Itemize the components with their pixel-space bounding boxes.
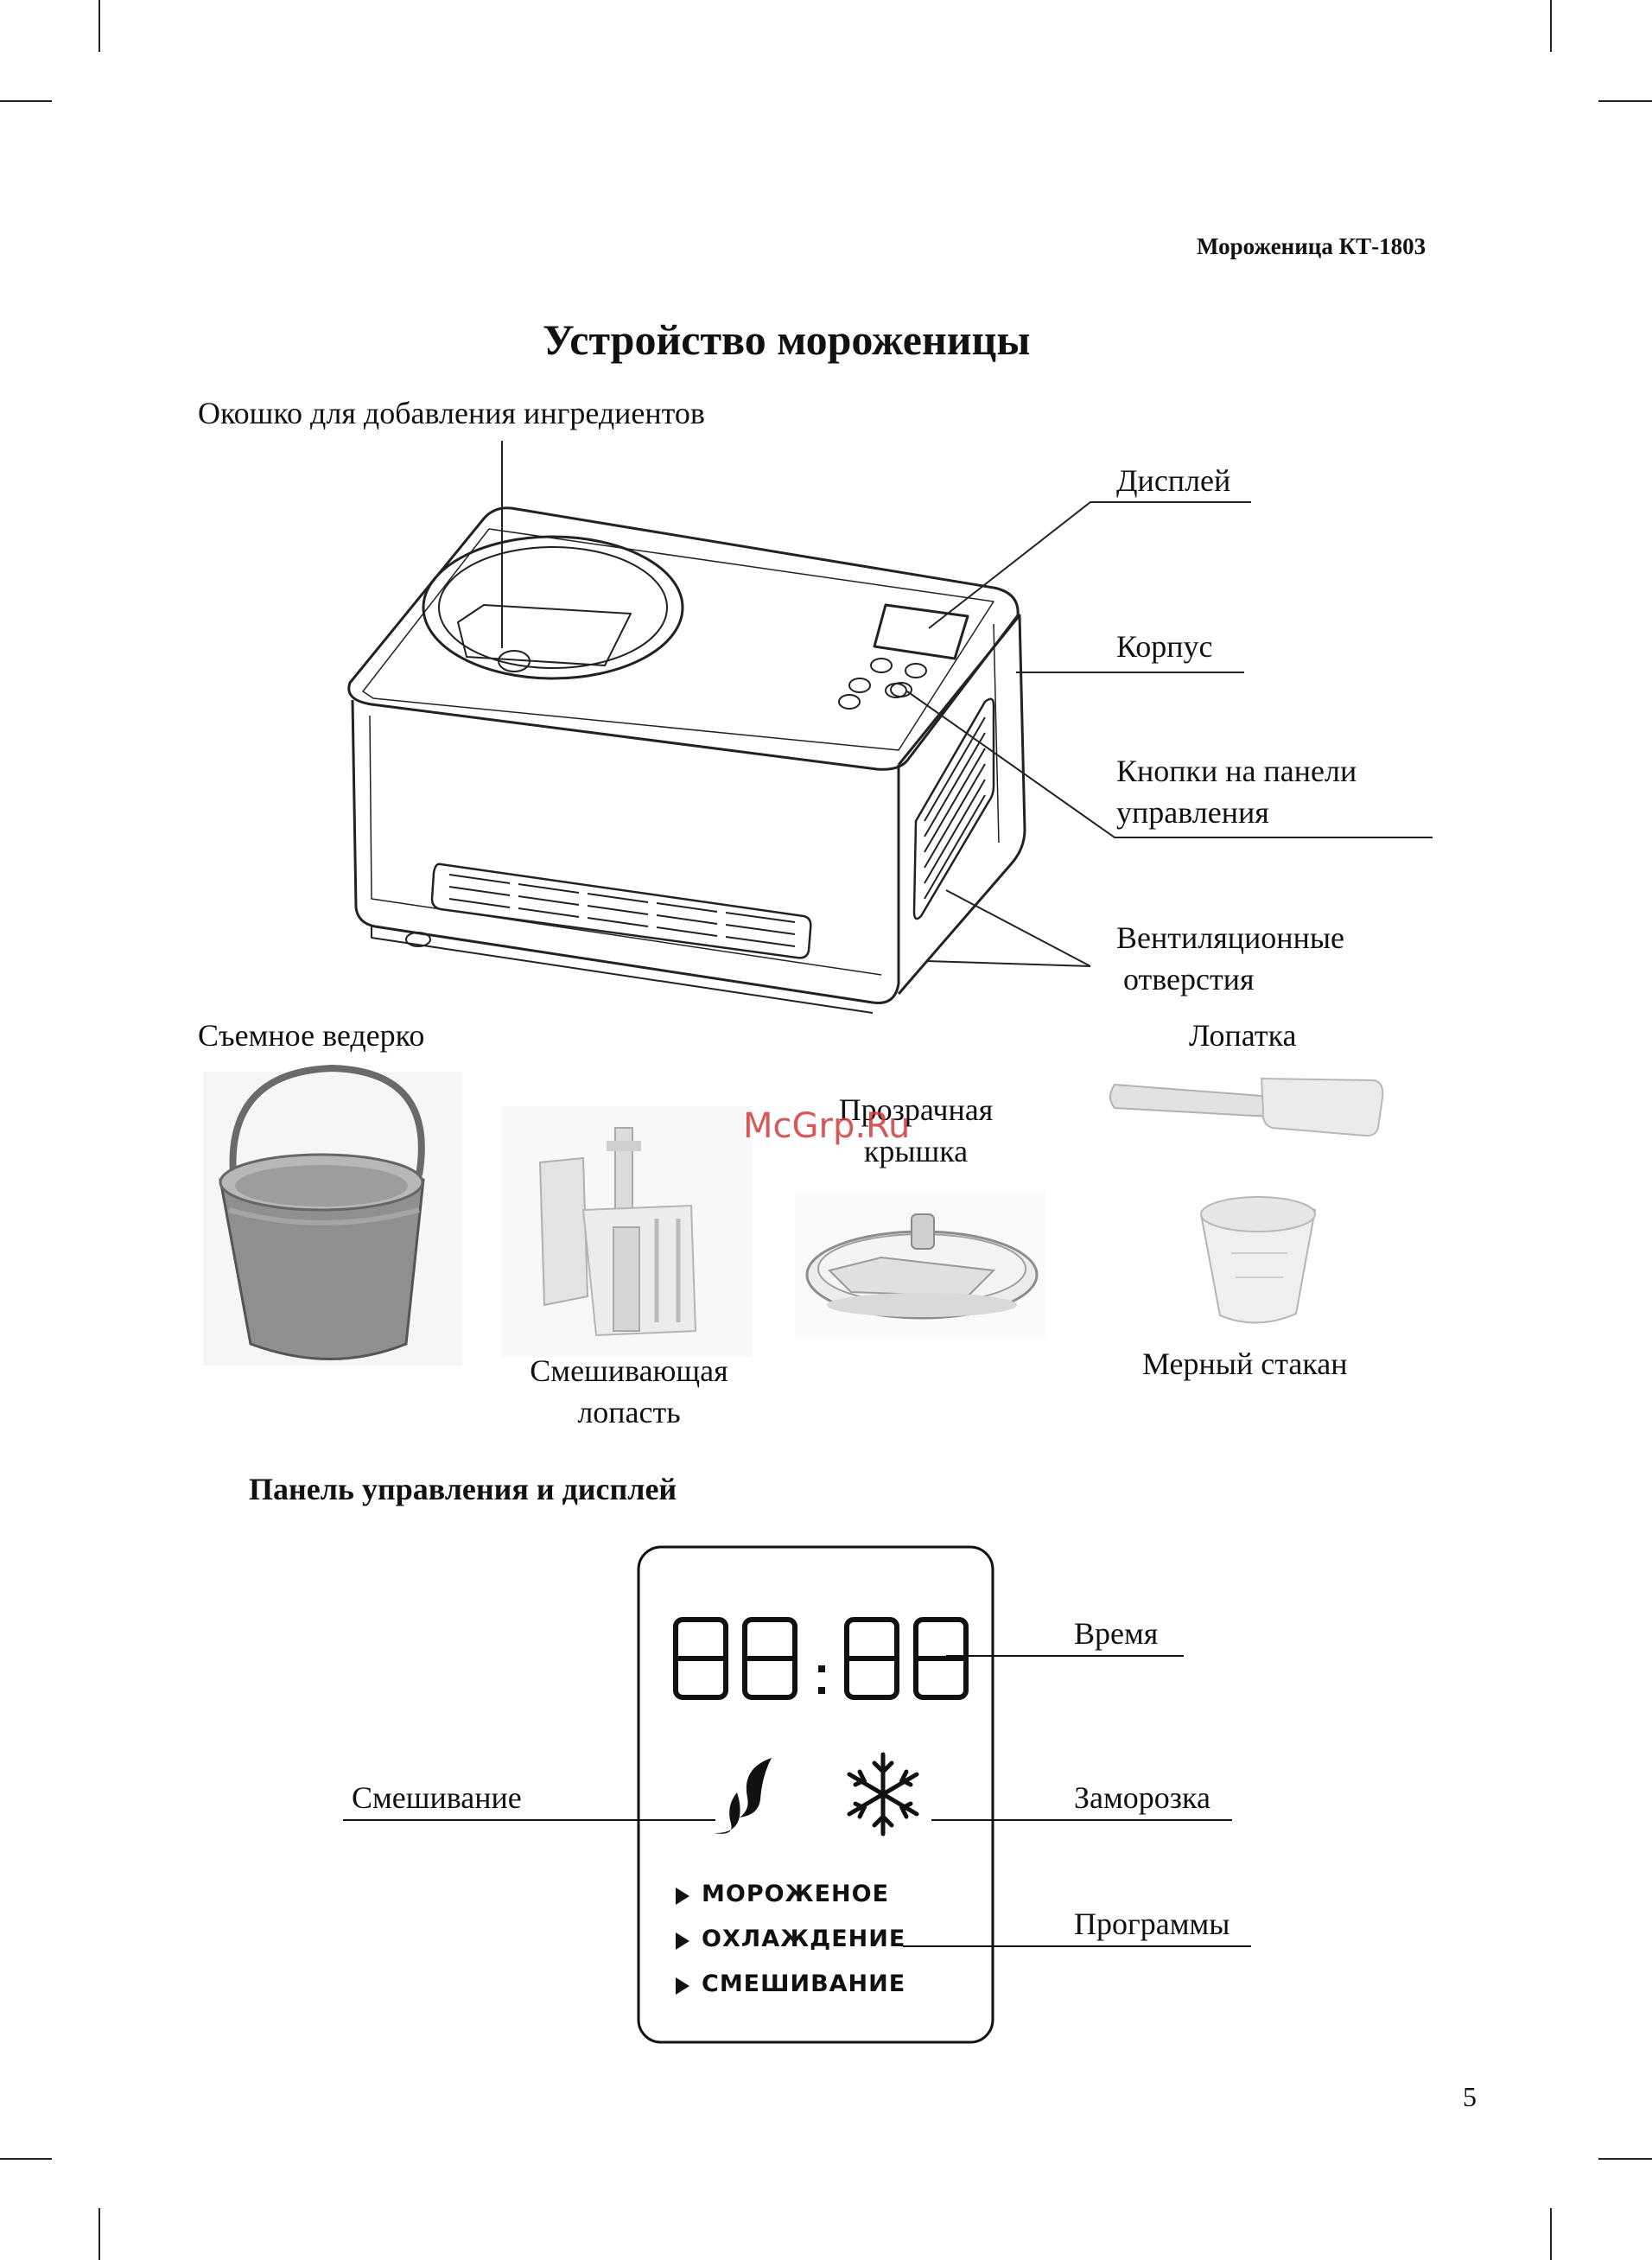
label-ingredients-window: Окошко для добавления ингредиентов xyxy=(198,396,705,430)
bucket-illustration xyxy=(203,1068,462,1366)
label-spatula: Лопатка xyxy=(1189,1018,1297,1053)
lid-illustration xyxy=(795,1193,1045,1340)
watermark: McGrp.Ru xyxy=(743,1106,911,1146)
spatula-illustration xyxy=(1110,1079,1382,1136)
callout-mixing: Смешивание xyxy=(352,1780,522,1815)
program-cooling: ОХЛАЖДЕНИЕ xyxy=(702,1926,906,1952)
label-buttons-line1: Кнопки на панели xyxy=(1116,754,1357,788)
machine-drawing xyxy=(349,508,1025,1013)
page-title: Устройство мороженицы xyxy=(543,315,1031,364)
callout-programs: Программы xyxy=(1074,1907,1230,1941)
measuring-cup-illustration xyxy=(1201,1197,1315,1323)
label-lid-line1: Прозрачная xyxy=(838,1092,994,1127)
program-mixing: СМЕШИВАНИЕ xyxy=(702,1970,906,1997)
panel-section-heading: Панель управления и дисплей xyxy=(249,1472,677,1506)
label-buttons-line2: управления xyxy=(1116,795,1269,830)
machine-leader-lines xyxy=(502,441,1433,966)
callout-time: Время xyxy=(1074,1616,1159,1651)
label-measuring-cup: Мерный стакан xyxy=(1142,1346,1348,1381)
label-display: Дисплей xyxy=(1116,463,1231,498)
program-ice-cream: МОРОЖЕНОЕ xyxy=(702,1881,890,1907)
page-number: 5 xyxy=(1463,2081,1477,2112)
label-vents-line1: Вентиляционные xyxy=(1116,920,1345,955)
label-vents-line2: отверстия xyxy=(1123,962,1255,996)
label-paddle-line2: лопасть xyxy=(577,1395,681,1429)
label-lid-line2: крышка xyxy=(863,1134,969,1168)
label-paddle-line1: Смешивающая xyxy=(530,1353,728,1388)
label-bucket: Съемное ведерко xyxy=(198,1018,425,1053)
callout-freezing: Заморозка xyxy=(1074,1780,1210,1815)
label-body: Корпус xyxy=(1116,629,1213,664)
header-product-name: Мороженица КТ-1803 xyxy=(1197,233,1426,259)
paddle-illustration xyxy=(501,1106,752,1357)
side-vent-slots xyxy=(924,717,985,899)
